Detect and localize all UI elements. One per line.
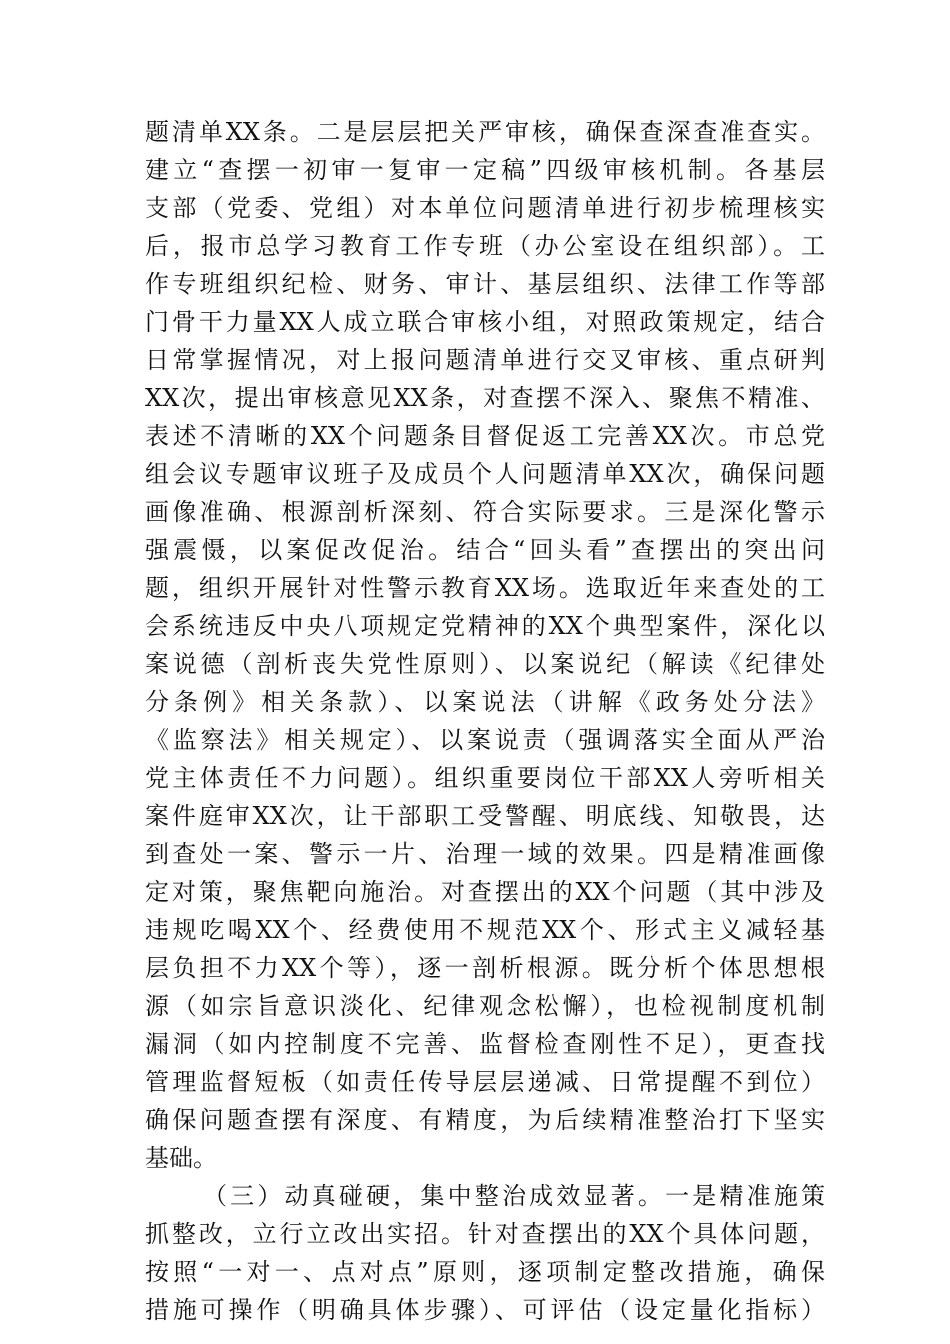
body-line: 支部（党委、党组）对本单位问题清单进行初步梳理核实: [145, 194, 825, 222]
body-line: 漏洞（如内控制度不完善、监督检查刚性不足），更查找: [145, 1030, 825, 1058]
body-line: 会系统违反中央八项规定党精神的XX个典型案件，深化以: [145, 612, 825, 640]
body-line: 题清单XX条。二是层层把关严审核，确保查深查准查实。: [145, 118, 825, 146]
body-line: 管理监督短板（如责任传导层层递减、日常提醒不到位）: [145, 1068, 825, 1096]
body-line: 组会议专题审议班子及成员个人问题清单XX次，确保问题: [145, 460, 825, 488]
paragraph-end-line: 基础。: [145, 1144, 217, 1172]
body-line: 案说德（剖析丧失党性原则）、以案说纪（解读《纪律处: [145, 650, 825, 678]
body-line: 抓整改，立行立改出实招。针对查摆出的XX个具体问题，: [145, 1220, 825, 1248]
body-line: 党主体责任不力问题）。组织重要岗位干部XX人旁听相关: [145, 764, 825, 792]
body-line: 日常掌握情况，对上报问题清单进行交叉审核、重点研判: [145, 346, 825, 374]
document-body: [145, 113, 825, 1329]
body-line: 层负担不力XX个等），逐一剖析根源。既分析个体思想根: [145, 954, 825, 982]
body-line: 定对策，聚焦靶向施治。对查摆出的XX个问题（其中涉及: [145, 878, 825, 906]
body-line: 确保问题查摆有深度、有精度，为后续精准整治打下坚实: [145, 1106, 825, 1134]
body-line: 题，组织开展针对性警示教育XX场。选取近年来查处的工: [145, 574, 825, 602]
section-heading-line: （三）动真碰硬，集中整治成效显著。一是精准施策: [203, 1182, 825, 1210]
body-line: XX次，提出审核意见XX条，对查摆不深入、聚焦不精准、: [145, 384, 825, 412]
body-line: 后，报市总学习教育工作专班（办公室设在组织部）。工: [145, 232, 825, 260]
body-line: 措施可操作（明确具体步骤）、可评估（设定量化指标）: [145, 1296, 825, 1324]
body-line: 画像准确、根源剖析深刻、符合实际要求。三是深化警示: [145, 498, 825, 526]
body-line: 门骨干力量XX人成立联合审核小组，对照政策规定，结合: [145, 308, 825, 336]
body-line: 《监察法》相关规定）、以案说责（强调落实全面从严治: [145, 726, 825, 754]
body-line: 作专班组织纪检、财务、审计、基层组织、法律工作等部: [145, 270, 825, 298]
body-line: 违规吃喝XX个、经费使用不规范XX个、形式主义减轻基: [145, 916, 825, 944]
body-line: 分条例》相关条款）、以案说法（讲解《政务处分法》: [145, 688, 825, 716]
body-line: 源（如宗旨意识淡化、纪律观念松懈），也检视制度机制: [145, 992, 825, 1020]
body-line: 案件庭审XX次，让干部职工受警醒、明底线、知敬畏，达: [145, 802, 825, 830]
body-line: 到查处一案、警示一片、治理一域的效果。四是精准画像: [145, 840, 825, 868]
body-line: 强震慑，以案促改促治。结合“回头看”查摆出的突出问: [145, 536, 825, 564]
body-line: 按照“一对一、点对点”原则，逐项制定整改措施，确保: [145, 1258, 825, 1286]
body-line: 表述不清晰的XX个问题条目督促返工完善XX次。市总党: [145, 422, 825, 450]
body-line: 建立“查摆一初审一复审一定稿”四级审核机制。各基层: [145, 156, 825, 184]
